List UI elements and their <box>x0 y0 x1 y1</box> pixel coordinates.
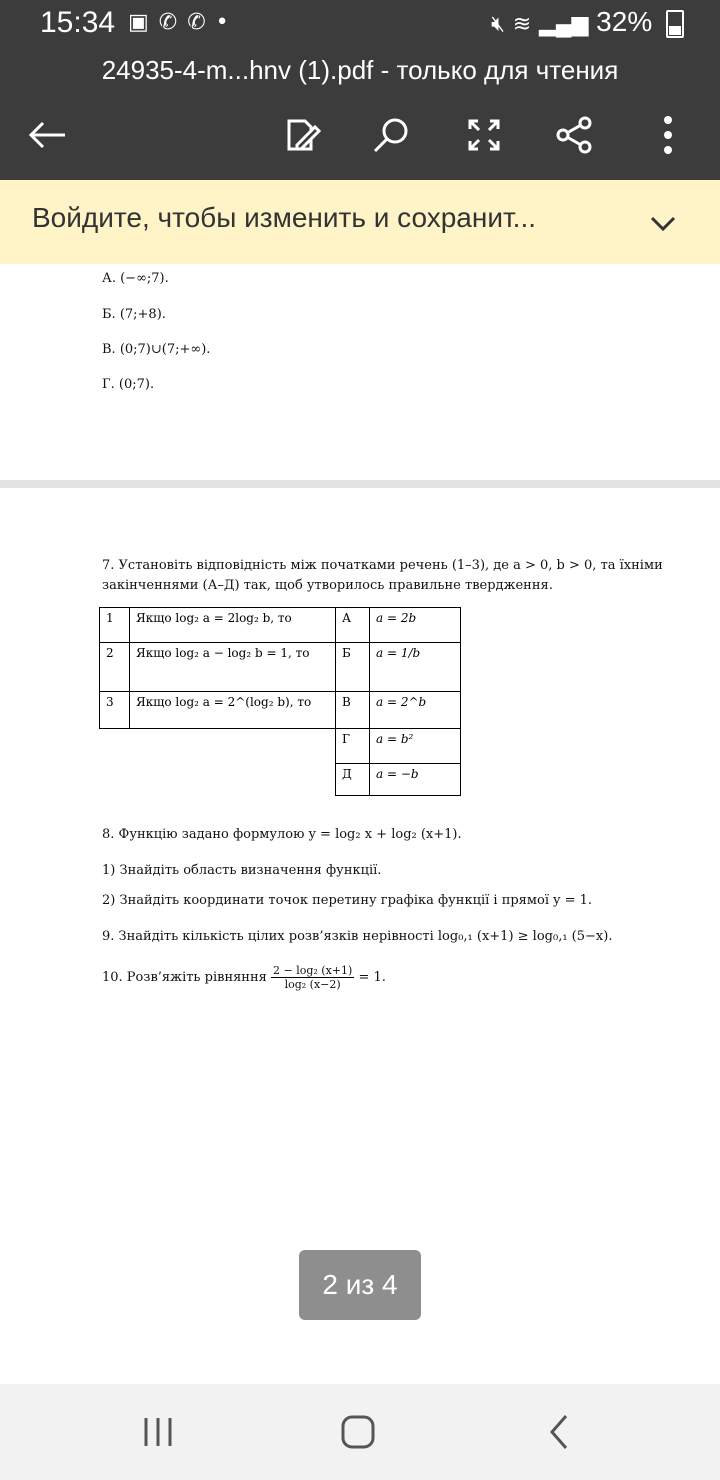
question-9: 9. Знайдіть кількість цілих розв’язків нерівності log₀,₁ (x+1) ≥ log₀,₁ (5−x). <box>102 929 613 944</box>
back-arrow-icon <box>27 120 67 150</box>
more-vert-icon <box>663 115 673 155</box>
pdf-page-1 <box>0 264 720 480</box>
signal-icon: ▂▄▆ <box>538 11 589 36</box>
question-8-part-2: 2) Знайдіть координати точок перетину графіка функції і прямої y = 1. <box>102 893 593 908</box>
more-options-button[interactable] <box>643 110 693 160</box>
question-7-line-1: 7. Установіть відповідність між початками речень (1–3), де a > 0, b > 0, та їхніми <box>102 558 663 573</box>
row-number: 3 <box>100 692 130 729</box>
row-number: 1 <box>100 608 130 643</box>
page-separator <box>0 480 720 488</box>
recent-apps-icon[interactable] <box>138 1412 178 1452</box>
row-statement: Якщо log₂ a = 2log₂ b, то <box>130 608 336 643</box>
row-statement: Якщо log₂ a = 2^(log₂ b), то <box>130 692 336 729</box>
fraction-numerator: 2 − log₂ (x+1) <box>272 964 353 977</box>
status-bar <box>0 0 720 52</box>
wifi-icon: ≋ <box>512 11 532 36</box>
app-bar <box>0 52 720 180</box>
sign-in-banner[interactable] <box>0 180 720 264</box>
viber-icon: ✆ <box>158 10 188 35</box>
option-c: В. (0;7)∪(7;+∞). <box>102 342 211 357</box>
image-icon: ▣ <box>128 10 159 35</box>
empty-cell <box>100 764 130 796</box>
fraction-denominator: log₂ (x−2) <box>284 978 341 991</box>
answer-value: a = −b <box>370 764 461 796</box>
search-icon <box>371 115 411 155</box>
question-10 <box>102 964 386 991</box>
row-statement: Якщо log₂ a − log₂ b = 1, то <box>130 643 336 692</box>
answer-letter: А <box>336 608 370 643</box>
equation-fraction <box>271 964 354 991</box>
answer-letter: В <box>336 692 370 729</box>
share-icon <box>555 115 595 155</box>
answer-letter: Б <box>336 643 370 692</box>
fullscreen-button[interactable] <box>459 110 509 160</box>
option-a: А. (−∞;7). <box>102 271 169 286</box>
document-title: 24935-4-m...hnv (1).pdf - только для чтения <box>101 55 619 85</box>
empty-cell <box>130 729 336 764</box>
answer-value: a = 2^b <box>370 692 461 729</box>
option-d: Г. (0;7). <box>102 377 155 392</box>
empty-cell <box>130 764 336 796</box>
navigation-bar <box>0 1384 720 1480</box>
chevron-down-icon[interactable] <box>646 206 680 240</box>
option-b: Б. (7;+8). <box>102 307 166 322</box>
status-right <box>491 6 684 38</box>
share-button[interactable] <box>550 110 600 160</box>
empty-cell <box>100 729 130 764</box>
question-8-part-1: 1) Знайдіть область визначення функції. <box>102 863 382 878</box>
status-time: 15:34 <box>40 6 116 39</box>
back-icon[interactable] <box>540 1412 580 1452</box>
notification-icons <box>128 10 239 35</box>
edit-document-icon <box>281 115 321 155</box>
question-7-line-2: закінченнями (А–Д) так, щоб утворилось правильне твердження. <box>102 578 553 593</box>
dot-icon: • <box>215 10 239 35</box>
battery-percent: 32% <box>596 6 653 37</box>
edit-button[interactable] <box>276 110 326 160</box>
question-10-prefix: 10. Розв’яжіть рівняння <box>102 970 267 985</box>
mute-icon: 🔇︎ <box>491 11 505 36</box>
answer-value: a = 2b <box>370 608 461 643</box>
expand-icon <box>466 117 502 153</box>
viber-icon-2: ✆ <box>187 10 216 35</box>
question-10-suffix: = 1. <box>358 970 386 985</box>
matching-table <box>99 607 461 796</box>
page-indicator: 2 из 4 <box>299 1250 421 1320</box>
question-8: 8. Функцію задано формулою y = log₂ x + log₂ (x+1). <box>102 827 462 842</box>
answer-value: a = 1/b <box>370 643 461 692</box>
back-button[interactable] <box>22 110 72 160</box>
row-number: 2 <box>100 643 130 692</box>
banner-text: Войдите, чтобы изменить и сохранит... <box>32 202 537 233</box>
answer-letter: Г <box>336 729 370 764</box>
answer-value: a = b² <box>370 729 461 764</box>
battery-icon <box>666 10 684 38</box>
home-icon[interactable] <box>338 1412 378 1452</box>
answer-letter: Д <box>336 764 370 796</box>
search-button[interactable] <box>366 110 416 160</box>
